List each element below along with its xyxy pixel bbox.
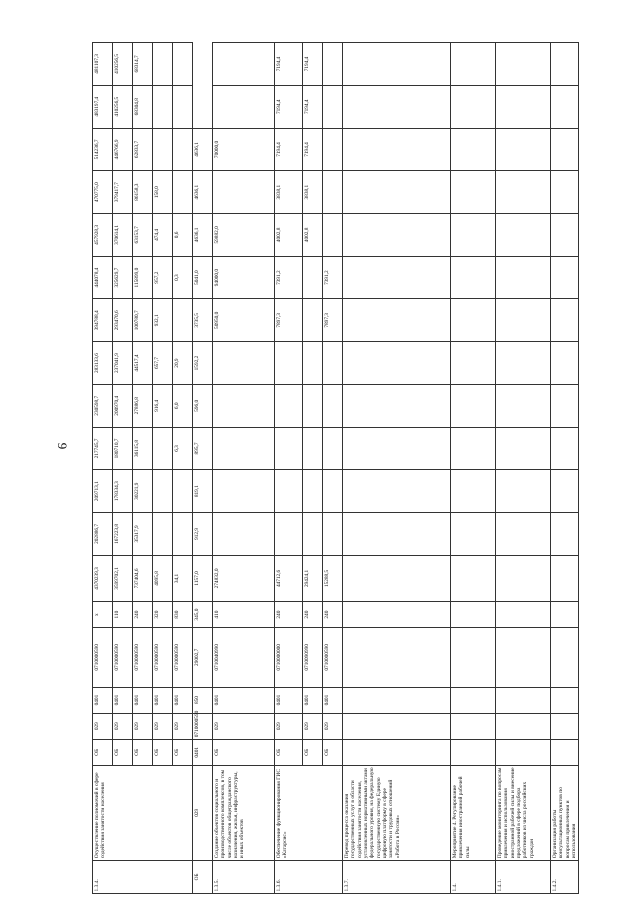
table-cell: 029 <box>275 713 303 739</box>
table-cell: 50950,0 <box>213 299 275 342</box>
table-cell: 029 <box>173 713 193 739</box>
table-cell: 0401 <box>275 687 303 713</box>
table-cell: 3735,5 <box>193 299 213 342</box>
table-cell: 34,1 <box>173 555 193 601</box>
table-cell: 240 <box>303 602 323 628</box>
table-cell: ОБ <box>153 739 173 765</box>
table-cell <box>551 85 579 128</box>
table-cell: 830 <box>173 602 193 628</box>
table-cell <box>451 628 496 687</box>
table-cell <box>451 85 496 128</box>
table-cell: 217745,7 <box>93 427 113 470</box>
table-cell: 0401 <box>213 687 275 713</box>
table-cell <box>451 713 496 739</box>
table-cell: 932,1 <box>153 299 173 342</box>
row-name-cell: Осуществление полномочий в сфере содействия занятости населения <box>93 765 193 860</box>
table-cell: 481107,3 <box>93 43 113 86</box>
table-cell: 6,0 <box>173 384 193 427</box>
table-cell <box>323 171 343 214</box>
table-cell: 5041,0 <box>193 256 213 299</box>
table-cell: 178334,3 <box>113 470 133 513</box>
table-cell: 345,0 <box>193 602 213 628</box>
table-cell: 0401 <box>133 687 153 713</box>
table-cell <box>551 470 579 513</box>
table-cell: 325629,7 <box>113 256 133 299</box>
row-number-cell: 1.3.5. <box>213 860 275 893</box>
table-cell: 274832,0 <box>213 555 275 601</box>
table-cell <box>451 128 496 171</box>
table-cell <box>323 470 343 513</box>
row-number-cell: 1.3.7. <box>343 860 451 893</box>
table-cell: ОБ <box>323 739 343 765</box>
table-cell <box>551 299 579 342</box>
table-cell: 029 <box>303 713 323 739</box>
table-cell: 15288,5 <box>323 555 343 601</box>
table-cell: 283133,6 <box>93 342 113 385</box>
table-cell: 6,3 <box>173 427 193 470</box>
table-cell: 370614,1 <box>113 214 133 257</box>
table-cell <box>496 628 551 687</box>
table-body <box>93 43 579 894</box>
table-cell <box>551 43 579 86</box>
table-cell <box>343 85 451 128</box>
table-cell: 394788,4 <box>93 299 113 342</box>
table-cell <box>496 342 551 385</box>
table-cell: 68314,7 <box>133 43 153 86</box>
row-name-cell: Создание объектов социального и производственного комплексов, в том числе объектов общегражданского назначения, жилья, инфраструктуры, и иных объектов <box>213 765 275 860</box>
table-cell: 737404,6 <box>133 555 153 601</box>
page-number: 9 <box>55 442 70 450</box>
table-cell: 200970,4 <box>113 384 133 427</box>
table-cell: 029 <box>193 765 213 860</box>
table-cell: 1157,0 <box>193 555 213 601</box>
table-cell <box>496 513 551 556</box>
table-cell <box>303 256 323 299</box>
rotated-page-area <box>92 42 577 894</box>
table-cell: 20,9 <box>173 342 193 385</box>
table-cell <box>496 256 551 299</box>
table-cell: 68304,8 <box>133 85 153 128</box>
table-cell <box>451 342 496 385</box>
table-row <box>551 43 579 894</box>
table-cell <box>303 513 323 556</box>
table-cell <box>153 470 173 513</box>
table-cell: ОБ <box>213 739 275 765</box>
table-cell: 209713,1 <box>93 470 113 513</box>
table-cell <box>323 214 343 257</box>
table-cell <box>213 85 275 128</box>
table-cell <box>496 687 551 713</box>
table-cell <box>213 342 275 385</box>
table-cell: 36115,8 <box>133 427 153 470</box>
table-cell <box>451 214 496 257</box>
table-cell <box>213 384 275 427</box>
table-cell <box>303 299 323 342</box>
table-cell: 4002,8 <box>275 214 303 257</box>
table-cell <box>551 171 579 214</box>
table-cell: 27886,8 <box>133 384 153 427</box>
table-cell: 0710000590 <box>113 628 133 687</box>
table-cell: 110 <box>113 602 133 628</box>
table-cell <box>496 555 551 601</box>
table-cell <box>173 299 193 342</box>
table-cell: ОБ <box>133 739 153 765</box>
row-number-cell: 1.3.6. <box>275 860 343 893</box>
table-row <box>93 43 113 894</box>
table-cell: 240 <box>323 602 343 628</box>
table-row <box>451 43 496 894</box>
table-cell: 4636,1 <box>193 128 213 171</box>
table-cell <box>323 513 343 556</box>
table-cell: 7194,4 <box>275 43 303 86</box>
row-number-cell: 1.3.4. <box>93 860 193 893</box>
table-cell: 0401 <box>193 739 213 765</box>
table-cell: 850 <box>193 687 213 713</box>
table-cell: 0710000590 <box>323 628 343 687</box>
table-cell: 240 <box>275 602 303 628</box>
table-cell <box>551 739 579 765</box>
table-cell <box>496 85 551 128</box>
table-cell: 1592,2 <box>193 342 213 385</box>
table-cell <box>451 256 496 299</box>
row-name-cell: Обеспечение функционирования ГИС «Катарсис» <box>275 765 343 860</box>
table-cell <box>343 342 451 385</box>
table-cell: 63153,7 <box>133 214 153 257</box>
table-cell: 0710000590 <box>133 628 153 687</box>
table-cell: 0710000590 <box>93 628 113 687</box>
table-cell <box>343 427 451 470</box>
table-cell <box>451 687 496 713</box>
table-cell: 0710040990 <box>213 628 275 687</box>
table-cell: 59882,0 <box>213 214 275 257</box>
table-cell: 167223,8 <box>113 513 133 556</box>
table-cell: 444078,4 <box>93 256 113 299</box>
table-cell: 0401 <box>153 687 173 713</box>
table-cell <box>173 43 193 86</box>
table-cell <box>551 687 579 713</box>
table-cell <box>213 470 275 513</box>
row-name-cell: Перевод процесса оказания государственных услуг в области содействия занятости населения, установленных нормативными актами федерального уровня, на федеральную государственную систему Единую цифровую платформу в сфере занятости и трудовых отношений «Работа в России» <box>343 765 451 860</box>
table-cell: 70000,0 <box>213 128 275 171</box>
table-cell <box>551 713 579 739</box>
table-cell: 3599702,1 <box>113 555 133 601</box>
table-cell <box>343 128 451 171</box>
table-cell: 596,0 <box>193 384 213 427</box>
table-cell <box>213 171 275 214</box>
table-cell: 7194,4 <box>303 128 323 171</box>
table-cell <box>551 128 579 171</box>
table-cell: 4636,1 <box>193 214 213 257</box>
table-cell: ОБ <box>193 860 213 893</box>
table-cell <box>343 513 451 556</box>
table-cell: 657,7 <box>153 342 173 385</box>
table-cell: 470775,0 <box>93 171 113 214</box>
table-cell: ОБ <box>173 739 193 765</box>
table-cell <box>551 214 579 257</box>
table-cell: 4095,8 <box>153 555 173 601</box>
table-cell <box>343 214 451 257</box>
table-cell <box>173 128 193 171</box>
table-cell: ОБ <box>113 739 133 765</box>
row-number-cell: 1.4. <box>451 860 496 893</box>
row-number-cell: 1.4.2. <box>551 860 579 893</box>
table-cell: ОБ <box>93 739 113 765</box>
table-row <box>343 43 451 894</box>
table-cell: 7897,3 <box>323 299 343 342</box>
table-cell: 410 <box>213 602 275 628</box>
row-name-cell: Мероприятие 4. Регулирование привлечения иностранной рабочей силы <box>451 765 496 860</box>
table-cell: 0401 <box>93 687 113 713</box>
table-cell: 029 <box>113 713 133 739</box>
table-cell: 94000,0 <box>213 256 275 299</box>
table-cell <box>551 602 579 628</box>
table-cell: 912,9 <box>193 513 213 556</box>
table-cell: 158,0 <box>153 171 173 214</box>
table-cell: 0710000590 <box>173 628 193 687</box>
table-cell <box>173 513 193 556</box>
table-cell <box>153 85 173 128</box>
table-cell <box>153 43 173 86</box>
row-name-cell: Проведение мониторинга по вопросам привлечения и использования иностранной рабочей силы и внесение предложений в сфере подбора работников из числа российских граждан <box>496 765 551 860</box>
table-cell: 895,7 <box>193 427 213 470</box>
table-cell <box>173 85 193 128</box>
table-cell <box>551 342 579 385</box>
table-cell <box>496 427 551 470</box>
table-cell: 029 <box>323 713 343 739</box>
table-cell: 446766,9 <box>113 128 133 171</box>
table-cell <box>343 713 451 739</box>
table-cell <box>451 739 496 765</box>
table-cell: 0401 <box>323 687 343 713</box>
table-cell <box>343 628 451 687</box>
table-cell: 410256,5 <box>113 43 133 86</box>
table-cell: 0710000590 <box>193 713 213 739</box>
table-cell: 0710000590 <box>153 628 173 687</box>
table-cell: 0,6 <box>173 214 193 257</box>
table-cell <box>496 299 551 342</box>
table-cell: 029 <box>93 713 113 739</box>
table-cell: 514236,7 <box>93 128 113 171</box>
table-cell <box>323 342 343 385</box>
table-cell: 240 <box>133 602 153 628</box>
table-cell <box>496 470 551 513</box>
table-cell: 457928,3 <box>93 214 113 257</box>
table-cell <box>551 384 579 427</box>
table-cell: 819,1 <box>193 470 213 513</box>
table-cell: 3838,1 <box>303 171 323 214</box>
table-cell: 0401 <box>113 687 133 713</box>
table-cell: 7194,4 <box>275 128 303 171</box>
table-cell <box>323 128 343 171</box>
table-row <box>496 43 551 894</box>
table-cell <box>275 342 303 385</box>
table-cell <box>451 602 496 628</box>
table-cell <box>275 470 303 513</box>
table-cell <box>153 513 173 556</box>
table-cell: 029 <box>213 713 275 739</box>
table-cell <box>451 427 496 470</box>
table-cell: ОБ <box>275 739 303 765</box>
table-cell: 86158,3 <box>133 171 153 214</box>
table-cell <box>323 43 343 86</box>
table-cell <box>551 256 579 299</box>
table-cell: 44712,6 <box>275 555 303 601</box>
table-cell <box>451 171 496 214</box>
table-cell <box>153 128 173 171</box>
table-cell <box>275 427 303 470</box>
table-cell <box>213 427 275 470</box>
table-cell: 7194,4 <box>303 85 323 128</box>
table-cell <box>451 43 496 86</box>
table-cell: 0710000000 <box>275 628 303 687</box>
table-cell <box>343 299 451 342</box>
table-cell: 029 <box>133 713 153 739</box>
table-cell: 237041,9 <box>113 342 133 385</box>
table-cell <box>275 513 303 556</box>
table-row <box>193 43 213 894</box>
table-cell: 293470,6 <box>113 299 133 342</box>
table-cell <box>343 256 451 299</box>
table-cell <box>496 602 551 628</box>
table-cell <box>303 427 323 470</box>
rotated-table-container <box>92 42 577 894</box>
table-cell <box>343 555 451 601</box>
table-cell: 7897,3 <box>275 299 303 342</box>
table-cell: 100780,7 <box>133 299 153 342</box>
table-cell: ОБ <box>303 739 323 765</box>
table-cell: 0401 <box>173 687 193 713</box>
table-cell <box>551 555 579 601</box>
table-cell <box>496 713 551 739</box>
table-cell <box>551 628 579 687</box>
table-cell <box>496 171 551 214</box>
table-cell: 7194,4 <box>275 85 303 128</box>
table-cell: 4002,8 <box>303 214 323 257</box>
table-cell <box>343 739 451 765</box>
table-cell: 44517,4 <box>133 342 153 385</box>
table-cell <box>451 384 496 427</box>
table-cell: 4636,1 <box>193 171 213 214</box>
budget-table <box>92 42 579 894</box>
table-cell: 0401 <box>303 687 323 713</box>
table-cell <box>343 470 451 513</box>
table-cell <box>323 427 343 470</box>
table-cell: 029 <box>153 713 173 739</box>
table-cell: 230598,7 <box>93 384 113 427</box>
table-cell: 3838,1 <box>275 171 303 214</box>
table-cell: 29424,1 <box>303 555 323 601</box>
table-cell <box>343 384 451 427</box>
table-cell: 474,4 <box>153 214 173 257</box>
table-cell <box>551 513 579 556</box>
table-cell <box>173 171 193 214</box>
row-name-cell: Организация работы консультационных пунктов по вопросам привлечения и использования <box>551 765 579 860</box>
table-cell <box>303 470 323 513</box>
table-cell <box>496 214 551 257</box>
table-cell <box>496 43 551 86</box>
table-cell <box>153 427 173 470</box>
table-cell <box>551 427 579 470</box>
table-cell: 0710090990 <box>303 628 323 687</box>
table-cell: 7391,2 <box>323 256 343 299</box>
table-cell <box>213 513 275 556</box>
table-cell: 35317,9 <box>133 513 153 556</box>
table-cell <box>343 171 451 214</box>
table-cell <box>451 470 496 513</box>
table-cell <box>451 555 496 601</box>
table-cell <box>451 299 496 342</box>
table-row <box>275 43 303 894</box>
table-cell <box>496 128 551 171</box>
table-cell: 62833,7 <box>133 128 153 171</box>
table-cell: 916,4 <box>153 384 173 427</box>
table-cell <box>213 43 275 86</box>
table-cell <box>343 602 451 628</box>
table-cell: x <box>93 602 113 628</box>
table-cell: 379417,7 <box>113 171 133 214</box>
table-cell: 7391,2 <box>275 256 303 299</box>
table-cell <box>451 513 496 556</box>
table-cell: 0,3 <box>173 256 193 299</box>
table-cell <box>173 470 193 513</box>
table-cell: 4370239,3 <box>93 555 113 601</box>
table-cell <box>323 85 343 128</box>
table-cell <box>496 384 551 427</box>
table-cell: 410256,5 <box>113 85 133 128</box>
table-cell <box>303 384 323 427</box>
table-cell: 180710,7 <box>113 427 133 470</box>
table-row <box>213 43 275 894</box>
row-number-cell: 1.4.1. <box>496 860 551 893</box>
table-cell <box>303 342 323 385</box>
table-cell <box>496 739 551 765</box>
table-cell: 7194,4 <box>303 43 323 86</box>
table-cell: 320 <box>153 602 173 628</box>
table-cell: 29002,7 <box>193 628 213 687</box>
table-cell <box>343 687 451 713</box>
table-cell: 483197,4 <box>93 85 113 128</box>
table-cell <box>275 384 303 427</box>
table-cell: 115899,0 <box>133 256 153 299</box>
table-cell: 30221,9 <box>133 470 153 513</box>
table-cell: 957,2 <box>153 256 173 299</box>
table-cell <box>343 43 451 86</box>
table-cell: 202886,7 <box>93 513 113 556</box>
table-cell <box>323 384 343 427</box>
